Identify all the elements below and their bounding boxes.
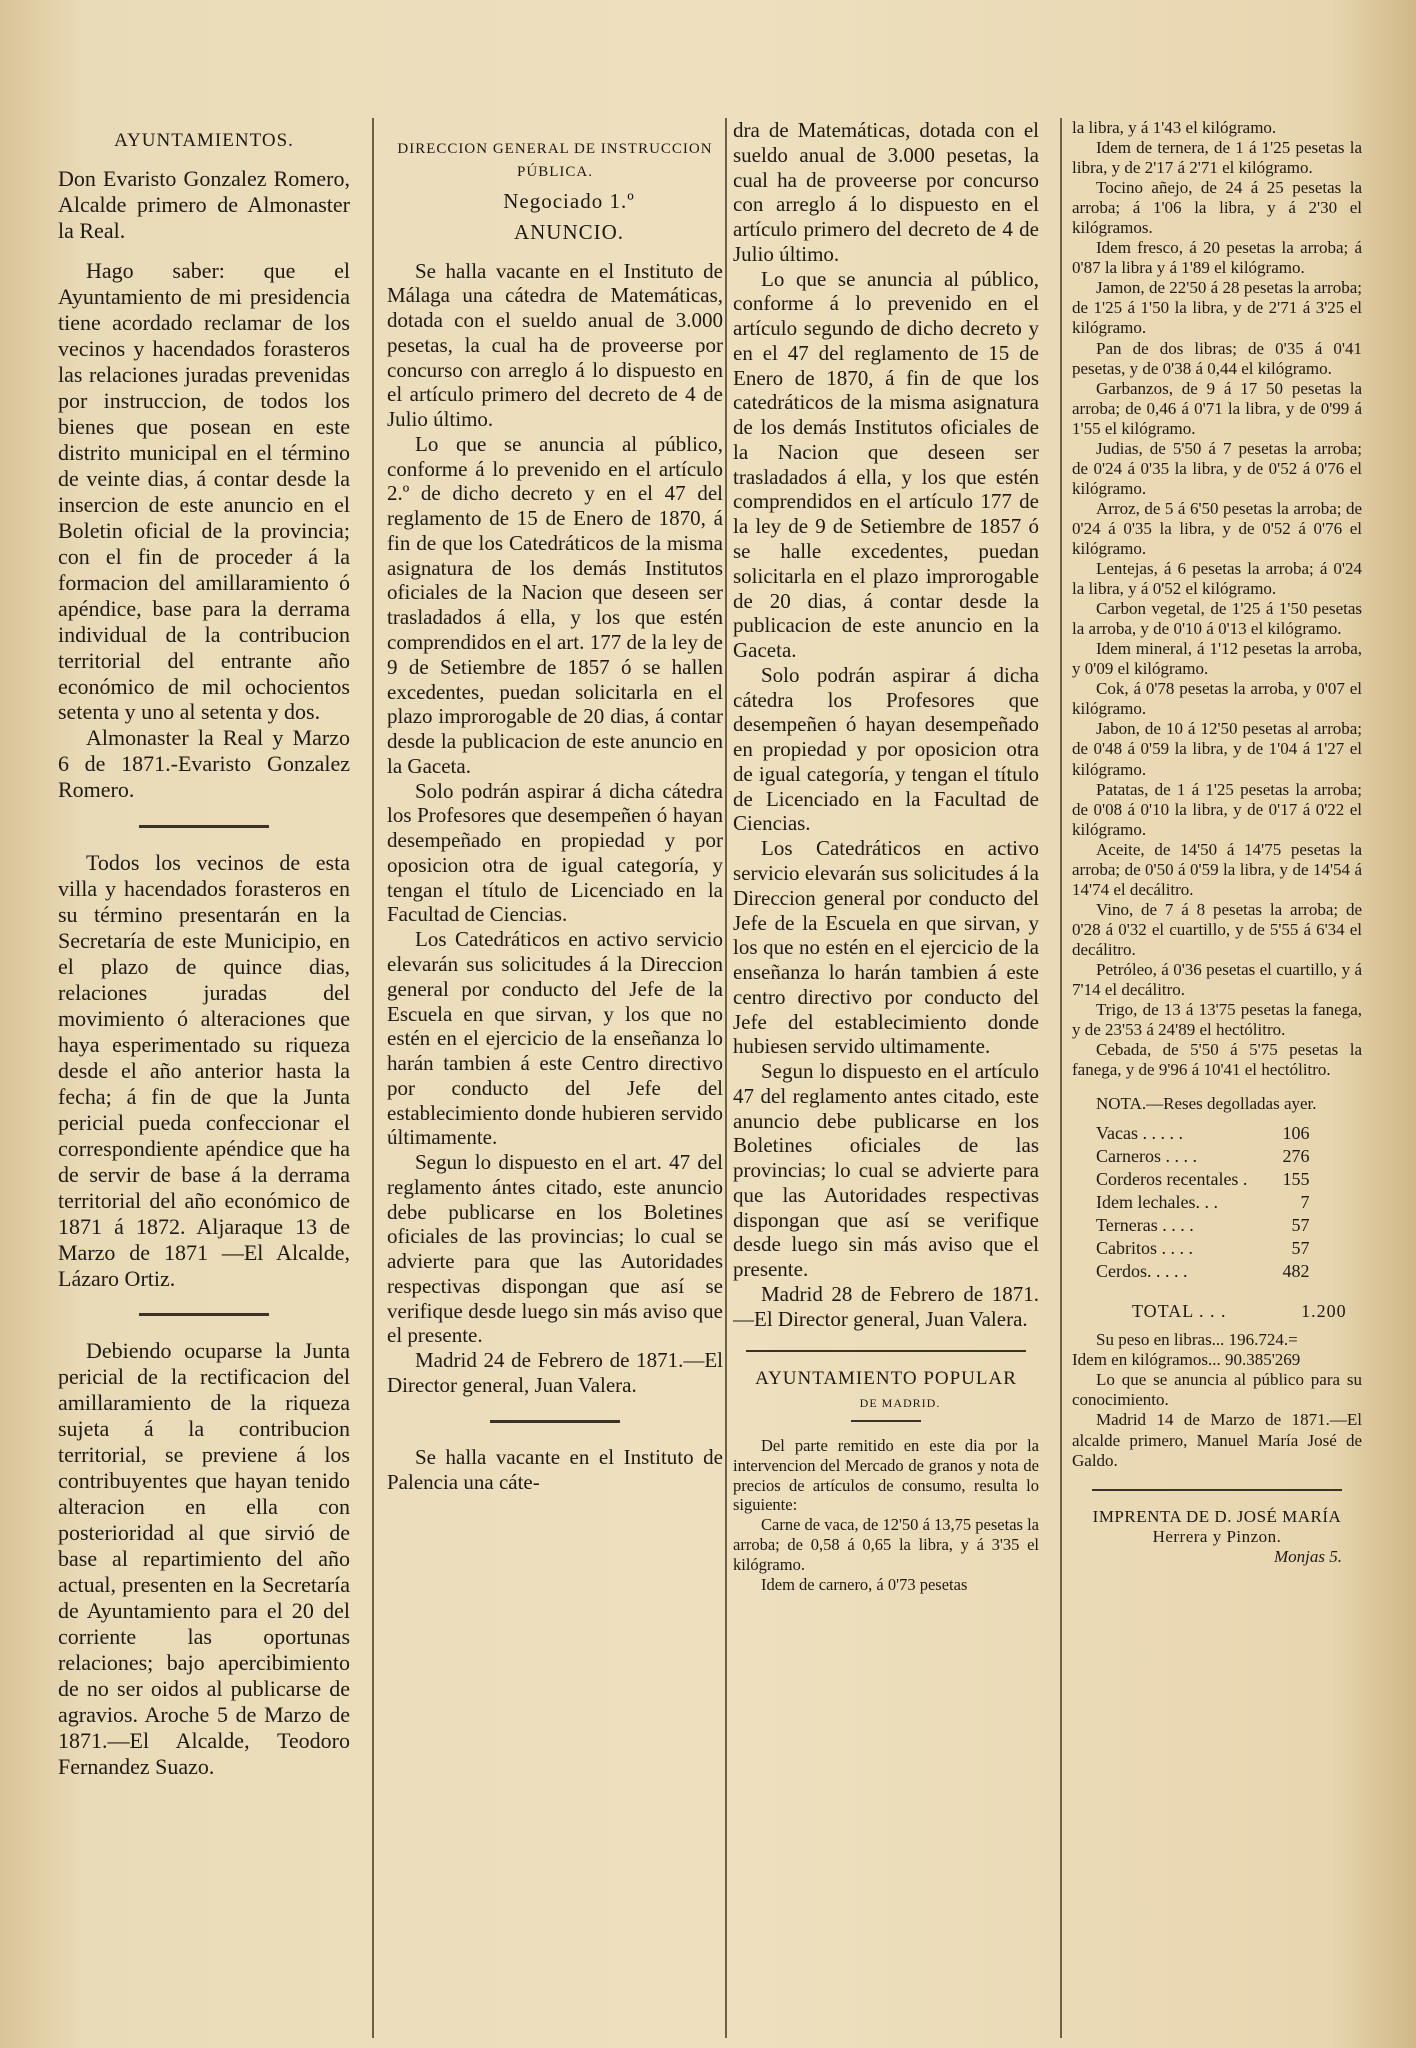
imprenta-line: IMPRENTA DE D. JOSÉ MARÍA Herrera y Pinzon. [1092,1506,1342,1546]
palencia-signature: Madrid 28 de Febrero de 1871.—El Director general, Juan Valera. [733,1281,1039,1331]
price-carnero: Idem de carnero, á 0'73 pesetas [761,1574,968,1594]
price-item: Lentejas, á 6 pesetas la arroba; á 0'24 la libra, y á 0'52 el kilógramo. [1072,559,1362,599]
palencia-requirements: Solo podrán aspirar á dicha cátedra los Profesores que desempeñen ó hayan desempeñado en propiedad y por oposicion otra de igual categoría, y tengan el título de Licenciado en la Facultad de Ciencias. [733,662,1039,836]
total-value: 1.200 [1301,1301,1347,1322]
madrid-firma: Madrid 14 de Marzo de 1871.—El alcalde primero, Manuel María José de Galdo. [1072,1410,1362,1470]
negociado-heading: Negociado 1.º [503,189,635,213]
malaga-publication: Segun lo dispuesto en el art. 47 del reglamento ántes citado, este anuncio debe publicarse en los Boletines oficiales de las provincias; lo cual se advierte para que las Autoridades respectivas dispongan que así se verifique desde luego sin más aviso que el presente. [387,1150,723,1348]
price-item: Tocino añejo, de 24 á 25 pesetas la arroba; á 1'06 la libra, y á 2'30 el kilógramos. [1072,178,1362,238]
malaga-applications: Los Catedráticos en activo servicio elevarán sus solicitudes á la Direccion general por conducto del Jefe de la Escuela en que sirvan, y los que no estén en el ejercicio de la enseñanza lo harán tambien á este Centro directivo por conducto del Jefe del establecimiento donde hubieren servido últimamente. [387,927,723,1150]
price-item: Cebada, de 5'50 á 5'75 pesetas la fanega, y de 9'96 á 10'41 el hectólitro. [1072,1040,1362,1080]
reses-count: 57 [1291,1215,1310,1236]
reses-label: Vacas . . . . . [1096,1123,1183,1144]
section-subheading-madrid: DE MADRID. [859,1395,941,1410]
price-item: Garbanzos, de 9 á 17 50 pesetas la arroba; de 0,46 á 0'71 la libra, y de 0'99 á 1'55 el kilógramo. [1072,378,1362,438]
price-item: Idem mineral, á 1'12 pesetas la arroba, y 0'09 el kilógramo. [1072,639,1362,679]
column-rule [1060,118,1062,2038]
reses-count: 276 [1282,1146,1310,1167]
separator [851,1420,921,1422]
peso-kilogramos: Idem en kilógramos... 90.385'269 [1072,1350,1301,1370]
separator [1092,1489,1342,1491]
reses-label: Idem lechales. . . [1096,1192,1218,1213]
reses-label: Cabritos . . . . [1096,1238,1193,1259]
malaga-requirements: Solo podrán aspirar á dicha cátedra los Profesores que desempeñen ó hayan desempeñado en propiedad y por oposicion otra de igual categoría, y tengan el título de Licenciado en la Facultad de Ciencias. [387,778,723,927]
column-rule [372,118,374,2038]
total-row [1132,1301,1362,1322]
price-item: Aceite, de 14'50 á 14'75 pesetas la arroba; de 0'50 á 0'59 la libra, y de 14'54 á 14'74 el decálitro. [1072,839,1362,899]
malaga-vacancy: Se halla vacante en el Instituto de Málaga una cátedra de Matemáticas, dotada con el sueldo anual de 3.000 pesetas, la cual ha de proveerse por concurso con arreglo á lo dispuesto en el artículo primero del decreto de 4 de Julio último. [387,258,723,432]
reses-row [1096,1214,1309,1237]
reses-label: Cerdos. . . . . [1096,1261,1188,1282]
section-heading-ayuntamiento-popular: AYUNTAMIENTO POPULAR [755,1367,1017,1389]
reses-count: 57 [1291,1238,1310,1259]
reses-row [1096,1237,1309,1260]
price-item: Jabon, de 10 á 12'50 pesetas al arroba; de 0'48 á 0'59 la libra, y de 1'04 á 1'27 el kilógramo. [1072,719,1362,779]
almonaster-signature: Almonaster la Real y Marzo 6 de 1871.-Evaristo Gonzalez Romero. [58,725,350,803]
price-item: Carbon vegetal, de 1'25 á 1'50 pesetas la arroba, y de 0'10 á 0'13 el kilógramo. [1072,599,1362,639]
reses-row [1096,1168,1309,1191]
reses-count: 482 [1282,1261,1310,1282]
price-item: Trigo, de 13 á 13'75 pesetas la fanega, y de 23'53 á 24'89 el hectólitro. [1072,1000,1362,1040]
almonaster-intro: Don Evaristo Gonzalez Romero, Alcalde primero de Almonaster la Real. [58,166,350,244]
lo-que-anuncia: Lo que se anuncia al público para su conocimiento. [1072,1370,1362,1410]
column-3 [733,118,1039,2033]
reses-row [1096,1260,1309,1283]
price-item: Vino, de 7 á 8 pesetas la arroba; de 0'28 á 0'32 el cuartillo, y de 5'55 á 6'34 el decálitro. [1072,899,1362,959]
malaga-announcement: Lo que se anuncia al público, conforme á lo prevenido en el artículo 2.º de dicho decreto y en el 47 del reglamento de 15 de Enero de 1870, á fin de que los Catedráticos de la misma asignatura de los demás Institutos oficiales de la Nacion que deseen ser trasladados á ella, y los que estén comprendidos en el art. 177 de la ley de 9 de Setiembre de 1857 ó se hallen excedentes, puedan solicitarla en el plazo improrogable de 20 dias, á contar desde la publicacion de este anuncio en la Gaceta. [387,431,723,778]
column-2 [387,118,723,2033]
price-item: Pan de dos libras; de 0'35 á 0'41 pesetas, y de 0'38 á 0,44 el kilógramo. [1072,338,1362,378]
price-list [1072,118,1362,1080]
palencia-vacancy-cont: dra de Matemáticas, dotada con el sueldo anual de 3.000 pesetas, la cual ha de proveerse por concurso con arreglo á lo dispuesto en el artículo primero del decreto de 4 de Julio último. [733,118,1039,266]
price-item: Jamon, de 22'50 á 28 pesetas la arroba; de 1'25 á 1'50 la libra, y de 2'71 á 3'25 el kilógramo. [1072,278,1362,338]
palencia-publication: Segun lo dispuesto en el artículo 47 del reglamento antes citado, este anuncio debe publicarse en los Boletines oficiales de las provincias; lo cual se advierte para que las Autoridades respectivas dispongan que así se verifique desde luego sin más aviso que el presente. [733,1059,1039,1282]
palencia-announcement: Lo que se anuncia al público, conforme á lo prevenido en el artículo segundo de dicho decreto y en el 47 del reglamento de 15 de Enero de 1870, á fin de que los catedráticos de la misma asignatura de los demás Institutos oficiales de la Nacion que deseen ser trasladados á ella, y los que estén comprendidos en el artículo 177 de la ley de 9 de Setiembre de 1857 ó se halle excedentes, puedan solicitarla en el plazo improrogable de 20 dias, á contar desde la publicacion de este anuncio en la Gaceta. [733,266,1039,663]
aljaraque-notice: Todos los vecinos de esta villa y hacendados forasteros en su término presentarán en la Secretaría de este Municipio, en el plazo de quince dias, relaciones juradas del movimiento ó alteraciones que haya esperimentado su riqueza desde el año anterior hasta la fecha; á fin de que la Junta pericial pueda confeccionar el correspondiente apéndice que ha de servir de base á la derrama territorial del año económico de 1871 á 1872. Aljaraque 13 de Marzo de 1871 —El Alcalde, Lázaro Ortiz. [58,850,350,1291]
column-1 [58,118,350,2033]
reses-row [1096,1122,1309,1145]
palencia-vacancy-start: Se halla vacante en el Instituto de Palencia una cáte- [387,1444,723,1494]
column-4 [1072,118,1362,2033]
price-item: Petróleo, á 0'36 pesetas el cuartillo, y á 7'14 el decálitro. [1072,959,1362,1000]
palencia-applications: Los Catedráticos en activo servicio elevarán sus solicitudes á la Direccion general por conducto del Jefe de la Escuela en que sirvan, y los que no estén en el ejercicio de la enseñanza lo harán tambien á este centro directivo por conducto del Jefe del establecimiento donde hubiesen servido ultimamente. [733,836,1039,1059]
price-item: Cok, á 0'78 pesetas la arroba, y 0'07 el kilógramo. [1072,679,1362,719]
reses-table [1096,1122,1309,1283]
price-item: Idem de ternera, de 1 á 1'25 pesetas la libra, y de 2'17 á 2'71 el kilógramo. [1072,138,1362,178]
separator [746,1350,1026,1352]
price-item: Patatas, de 1 á 1'25 pesetas la arroba; de 0'08 á 0'10 la libra, y de 0'17 á 0'22 el kilógramo. [1072,779,1362,839]
reses-label: Terneras . . . . [1096,1215,1194,1236]
reses-count: 7 [1300,1192,1310,1213]
section-heading-ayuntamientos: AYUNTAMIENTOS. [114,130,294,151]
total-label: TOTAL . . . [1132,1301,1227,1322]
anuncio-heading: ANUNCIO. [513,219,625,244]
separator [139,825,269,828]
separator [139,1313,269,1316]
price-item: Idem fresco, á 20 pesetas la arroba; á 0'87 la libra y á 1'89 el kilógramo. [1072,238,1362,278]
price-carne-vaca: Carne de vaca, de 12'50 á 13,75 pesetas la arroba; de 0,58 á 0,65 la libra, y á 3'35 el kilógramo. [733,1515,1039,1574]
imprenta-address: Monjas 5. [1274,1546,1342,1566]
section-heading-instruccion: DIRECCION GENERAL DE INSTRUCCION PÚBLICA. [397,141,713,180]
reses-label: Corderos recentales . [1096,1169,1248,1190]
price-item: Arroz, de 5 á 6'50 pesetas la arroba; de 0'24 á 0'35 la libra, y de 0'52 á 0'76 el kilógramo. [1072,498,1362,558]
almonaster-body: Hago saber: que el Ayuntamiento de mi presidencia tiene acordado reclamar de los vecinos y hacendados forasteros las relaciones juradas prevenidas por instruccion, de todos los bienes que posean en este distrito municipal en el término de veinte dias, á contar desde la insercion de este anuncio en el Boletin oficial de la provincia; con el fin de proceder á la formacion del amillaramiento ó apéndice, base para la derrama individual de la contribucion territorial del entrante año económico de mil ochocientos setenta y uno al setenta y dos. [58,258,350,725]
reses-count: 106 [1282,1123,1310,1144]
reses-label: Carneros . . . . [1096,1146,1197,1167]
peso-libras: Su peso en libras... 196.724.= [1096,1330,1298,1350]
malaga-signature: Madrid 24 de Febrero de 1871.—El Director general, Juan Valera. [387,1348,723,1397]
reses-row [1096,1191,1309,1214]
reses-row [1096,1145,1309,1168]
aroche-notice: Debiendo ocuparse la Junta pericial de la rectificacion del amillaramiento de la riqueza sujeta á la contribucion territorial, se previene á los contribuyentes que hayan tenido alteracion en ella con posterioridad al que sirvió de base al repartimiento del año actual, presenten en la Secretaría de Ayuntamiento para el 20 del corriente las oportunas relaciones; bajo apercibimiento de no ser oidos al publicarse de agravios. Aroche 5 de Marzo de 1871.—El Alcalde, Teodoro Fernandez Suazo. [58,1338,350,1779]
nota-reses: NOTA.—Reses degolladas ayer. [1096,1094,1317,1114]
price-item: Judias, de 5'50 á 7 pesetas la arroba; de 0'24 á 0'35 la libra, y de 0'52 á 0'76 el kilógramo. [1072,438,1362,498]
mercado-intro: Del parte remitido en este dia por la intervencion del Mercado de granos y nota de precios de artículos de consumo, resulta lo siguiente: [733,1436,1039,1515]
price-item: la libra, y á 1'43 el kilógramo. [1072,118,1277,137]
reses-count: 155 [1282,1169,1310,1190]
separator [490,1420,620,1423]
column-rule [725,118,727,2038]
